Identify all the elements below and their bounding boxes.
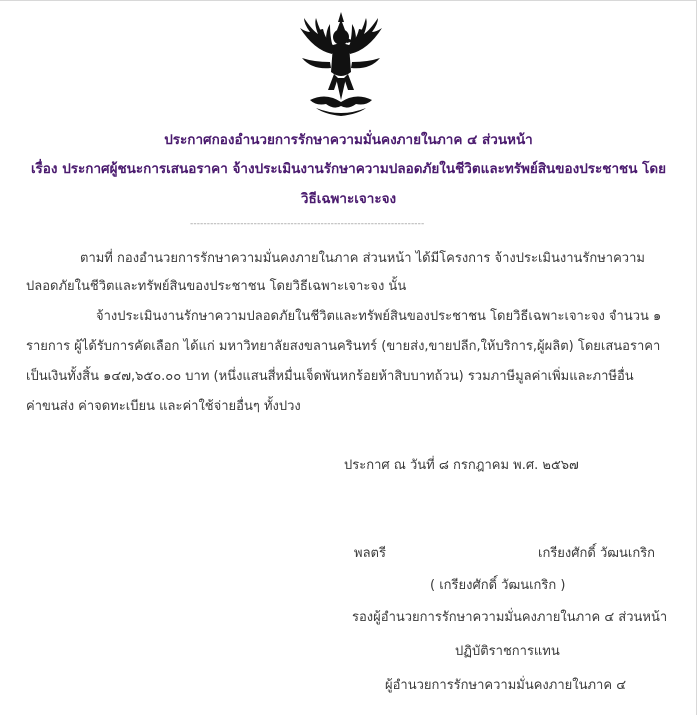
dashed-separator: ---------------------------------------------------------------------- [190, 219, 425, 229]
signer-signature: เกรียงศักดิ์ วัฒนเกริก [538, 546, 656, 561]
subject-line-1: เรื่อง ประกาศผู้ชนะการเสนอราคา จ้างประเมินงานรักษาความปลอดภัยในชีวิตและทรัพย์สินของประชาชน โดย [30, 161, 667, 177]
paragraph-2-line-3: เป็นเงินทั้งสิ้น ๑๔๗,๖๕๐.๐๐ บาท (หนึ่งแสนสี่หมื่นเจ็ดพันหกร้อยห้าสิบบาทถ้วน) รวมภาษีมูลค่าเพิ่มและภาษีอื่น [26, 369, 634, 384]
paragraph-2-line-1: จ้างประเมินงานรักษาความปลอดภัยในชีวิตและทรัพย์สินของประชาชน โดยวิธีเฉพาะเจาะจง จำนวน ๑ [96, 309, 662, 324]
paragraph-2-line-2: รายการ ผู้ได้รับการคัดเลือก ได้แก่ มหาวิทยาลัยสงขลานครินทร์ (ขายส่ง,ขายปลีก,ให้บริการ,ผู้ผลิต) โดยเสนอราคา [26, 339, 661, 354]
signer-rank: พลตรี [354, 546, 386, 561]
subject-line-2: วิธีเฉพาะเจาะจง [300, 191, 397, 207]
garuda-emblem-icon [296, 10, 386, 120]
document-top-border [0, 0, 697, 1]
signer-position: รองผู้อำนวยการรักษาความมั่นคงภายในภาค ๔ ส่วนหน้า [352, 610, 668, 625]
signer-printed-name: ( เกรียงศักดิ์ วัฒนเกริก ) [430, 578, 566, 593]
signer-on-behalf-of: ผู้อำนวยการรักษาความมั่นคงภายในภาค ๔ [385, 678, 627, 693]
signer-acting-note: ปฏิบัติราชการแทน [455, 644, 560, 659]
paragraph-1-line-1: ตามที่ กองอำนวยการรักษาความมั่นคงภายในภาค ส่วนหน้า ได้มีโครงการ จ้างประเมินงานรักษาความ [80, 251, 645, 266]
paragraph-2-line-4: ค่าขนส่ง ค่าจดทะเบียน และค่าใช้จ่ายอื่นๆ ทั้งปวง [26, 399, 301, 414]
announcement-title: ประกาศกองอำนวยการรักษาความมั่นคงภายในภาค ๔ ส่วนหน้า [164, 132, 533, 148]
paragraph-1-line-2: ปลอดภัยในชีวิตและทรัพย์สินของประชาชน โดยวิธีเฉพาะเจาะจง นั้น [26, 279, 407, 294]
announcement-date: ประกาศ ณ วันที่ ๘ กรกฎาคม พ.ศ. ๒๕๖๗ [344, 458, 579, 473]
